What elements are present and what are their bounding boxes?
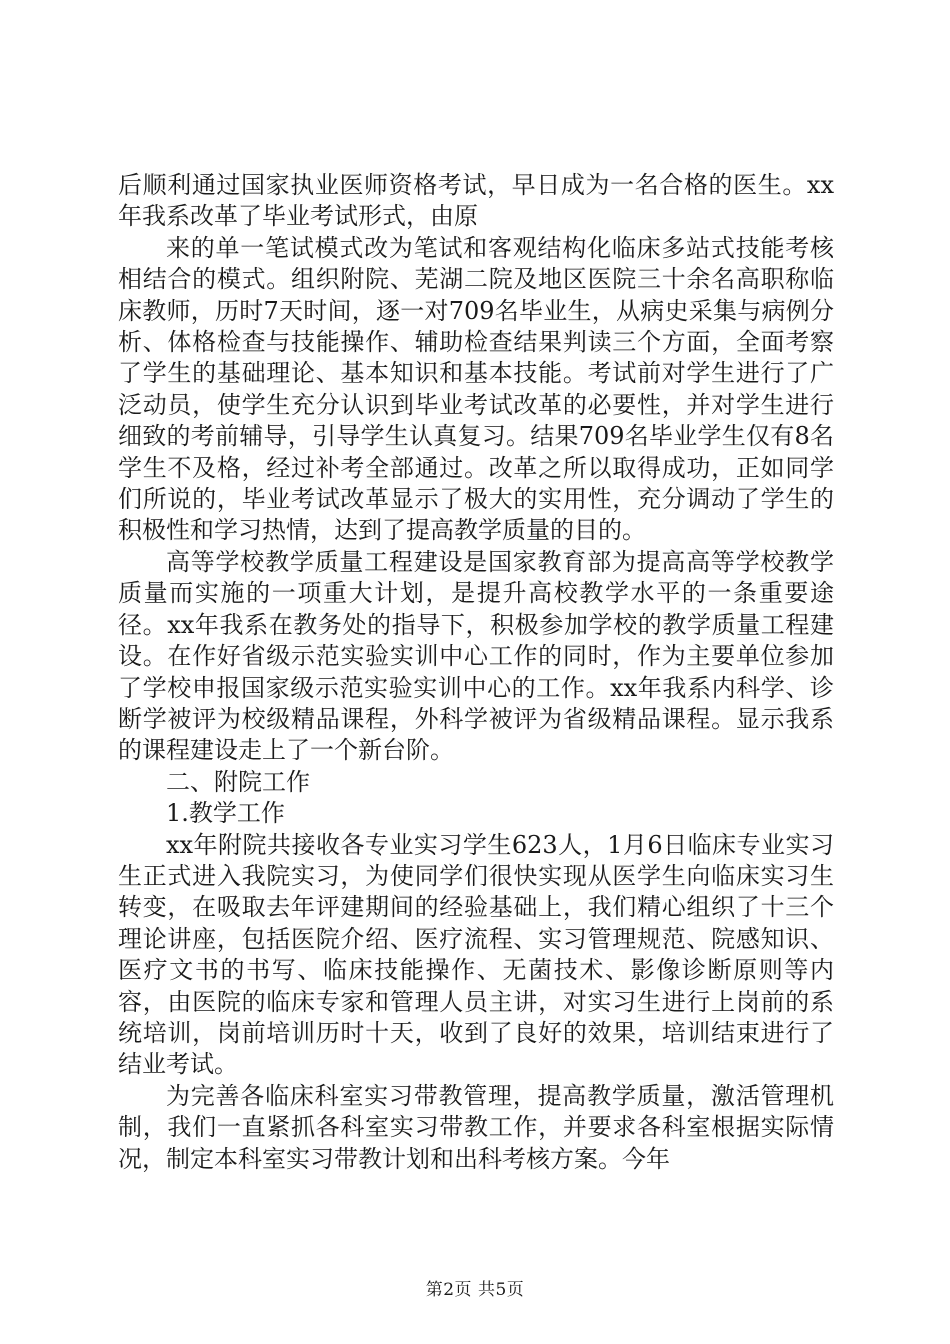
- document-body: [118, 170, 834, 1175]
- paragraph-4: xx年附院共接收各专业实习学生623人，1月6日临床专业实习生正式进入我院实习，为使同学们很快实现从医学生向临床实习生转变，在吸取去年评建期间的经验基础上，我们精心组织了十三个理论讲座，包括医院介绍、医疗流程、实习管理规范、院感知识、医疗文书的书写、临床技能操作、无菌技术、影像诊断原则等内容，由医院的临床专家和管理人员主讲，对实习生进行上岗前的系统培训，岗前培训历时十天，收到了良好的效果，培训结束进行了结业考试。: [118, 830, 834, 1079]
- paragraph-2: 来的单一笔试模式改为笔试和客观结构化临床多站式技能考核相结合的模式。组织附院、芜湖二院及地区医院三十余名高职称临床教师，历时7天时间，逐一对709名毕业生，从病史采集与病例分析、体格检查与技能操作、辅助检查结果判读三个方面，全面考察了学生的基础理论、基本知识和基本技能。考试前对学生进行了广泛动员，使学生充分认识到毕业考试改革的必要性，并对学生进行细致的考前辅导，引导学生认真复习。结果709名毕业学生仅有8名学生不及格，经过补考全部通过。改革之所以取得成功，正如同学们所说的，毕业考试改革显示了极大的实用性，充分调动了学生的积极性和学习热情，达到了提高教学质量的目的。: [118, 233, 834, 545]
- page-number-footer: 第2页 共5页: [425, 1280, 525, 1300]
- paragraph-5: 为完善各临床科室实习带教管理，提高教学质量，激活管理机制，我们一直紧抓各科室实习带教工作，并要求各科室根据实际情况，制定本科室实习带教计划和出科考核方案。今年: [118, 1081, 834, 1173]
- section-heading: 二、附院工作: [166, 767, 310, 796]
- subsection-heading: 1.教学工作: [166, 799, 285, 828]
- paragraph-1: 后顺利通过国家执业医师资格考试，早日成为一名合格的医生。xx年我系改革了毕业考试形式，由原: [118, 171, 834, 231]
- paragraph-3: 高等学校教学质量工程建设是国家教育部为提高高等学校教学质量而实施的一项重大计划，是提升高校教学水平的一条重要途径。xx年我系在教务处的指导下，积极参加学校的教学质量工程建设。在作好省级示范实验实训中心工作的同时，作为主要单位参加了学校申报国家级示范实验实训中心的工作。xx年我系内科学、诊断学被评为校级精品课程，外科学被评为省级精品课程。显示我系的课程建设走上了一个新台阶。: [118, 547, 834, 765]
